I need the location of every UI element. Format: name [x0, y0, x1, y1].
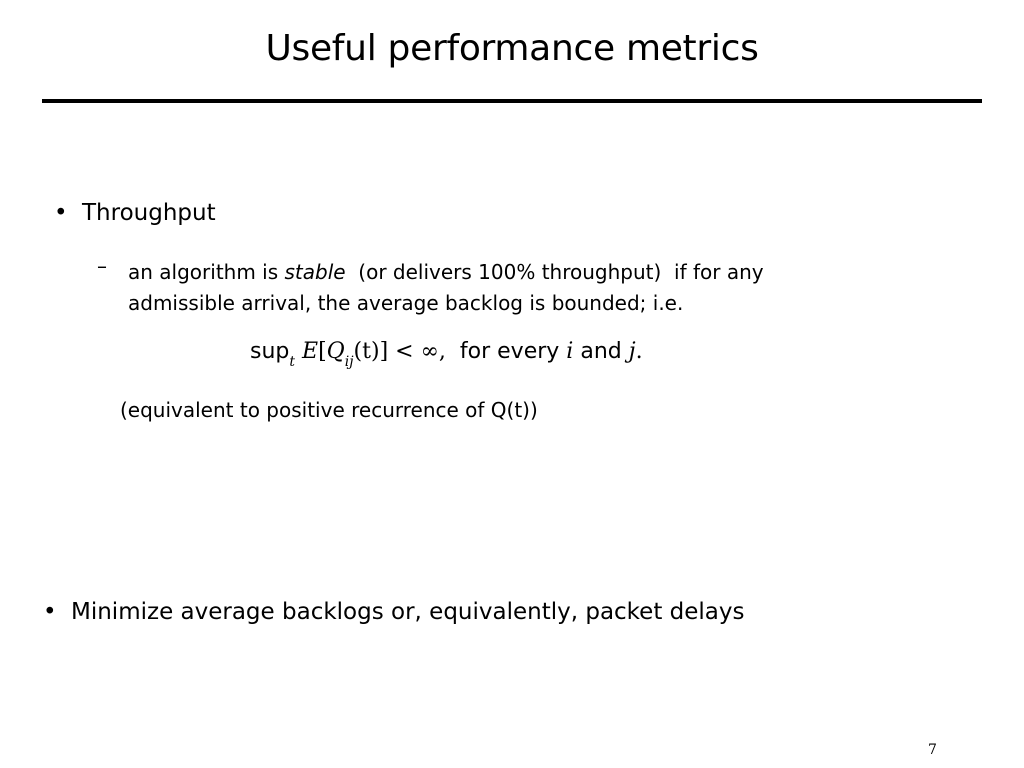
bullet-text: Throughput — [82, 200, 216, 226]
formula-and: and — [580, 339, 622, 364]
bullet-minimize-backlogs — [43, 599, 745, 625]
bullet-text: Minimize average backlogs or, equivalently, packet delays — [71, 599, 745, 625]
formula-i: i — [566, 339, 574, 364]
formula-relation: < ∞, — [388, 339, 453, 364]
bullet-marker: • — [43, 599, 57, 625]
formula-close-bracket: ] — [379, 339, 389, 364]
formula-argument: (t) — [353, 339, 380, 364]
formula-sup-subscript: t — [289, 354, 296, 370]
slide-title: Useful performance metrics — [265, 28, 759, 69]
formula-sup: sup — [250, 339, 290, 364]
sub-bullet-line2: admissible arrival, the average backlog is bounded; i.e. — [128, 291, 684, 315]
formula-period: . — [635, 339, 643, 364]
equivalence-note: (equivalent to positive recurrence of Q(t)) — [120, 398, 538, 422]
page-number: 7 — [928, 742, 937, 758]
formula-j: j — [628, 339, 636, 364]
title-divider — [42, 99, 982, 103]
formula-q-subscript: ij — [344, 354, 354, 370]
sub-bullet-marker: – — [97, 254, 107, 278]
bullet-throughput — [54, 200, 216, 226]
sub-bullet-text — [128, 257, 948, 319]
formula-for-every: for every — [459, 339, 560, 364]
stability-formula — [250, 339, 643, 370]
formula-expectation: E — [302, 339, 319, 364]
formula-q: Q — [326, 339, 345, 364]
formula-open-bracket: [ — [318, 339, 327, 364]
sub-bullet-line1-start: an algorithm is — [128, 260, 285, 284]
stable-emphasis: stable — [284, 260, 346, 284]
sub-bullet-line1-end: (or delivers 100% throughput) if for any — [345, 260, 764, 284]
bullet-marker: • — [54, 200, 68, 226]
